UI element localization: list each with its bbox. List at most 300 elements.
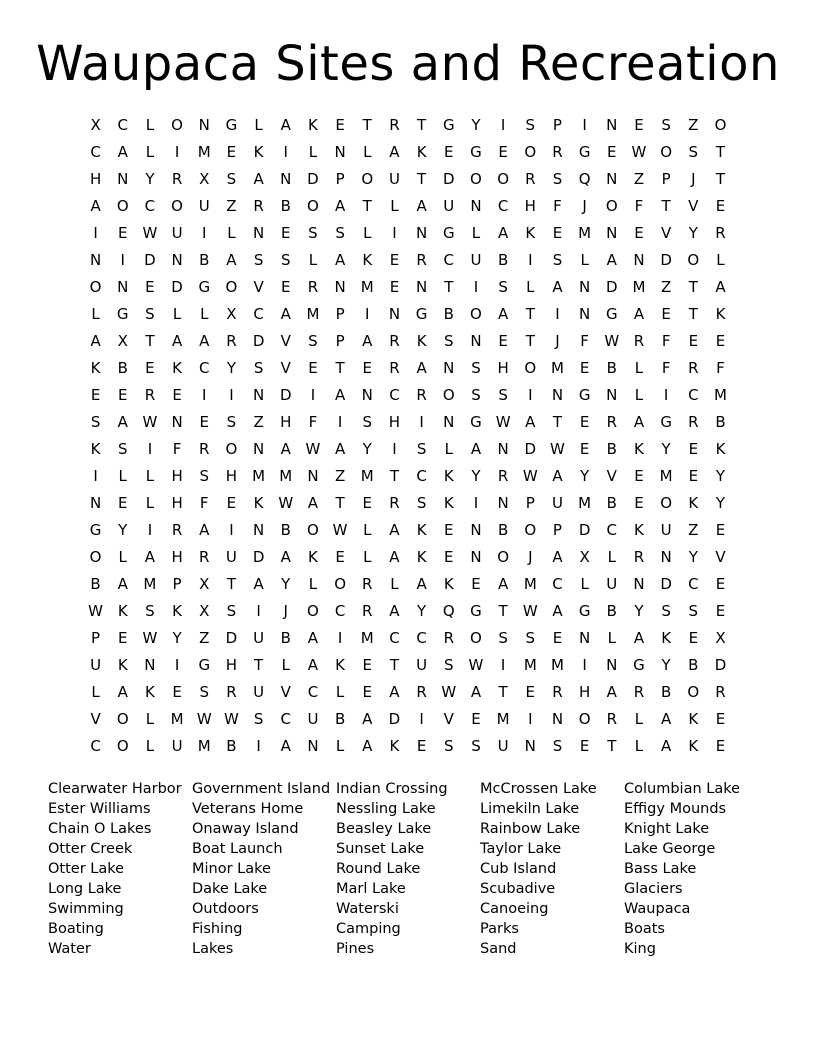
grid-letter: T xyxy=(444,278,454,296)
grid-row xyxy=(82,598,734,625)
grid-letter: S xyxy=(253,359,264,377)
grid-letter: H xyxy=(89,170,102,188)
grid-letter: P xyxy=(335,332,345,350)
grid-letter: J xyxy=(582,197,587,215)
grid-letter: H xyxy=(171,467,183,485)
grid-letter: M xyxy=(523,575,537,593)
grid-letter: I xyxy=(473,494,479,512)
grid-letter: A xyxy=(552,548,563,566)
grid-letter: M xyxy=(197,143,211,161)
grid-letter: U xyxy=(171,224,183,242)
word-list-item: Boating xyxy=(48,921,104,937)
grid-letter: Y xyxy=(661,656,671,674)
grid-letter: O xyxy=(524,359,537,377)
grid-letter: N xyxy=(497,440,509,458)
grid-letter: H xyxy=(497,359,509,377)
grid-row xyxy=(82,409,734,436)
grid-letter: B xyxy=(226,737,237,755)
grid-letter: E xyxy=(226,143,237,161)
grid-letter: S xyxy=(552,737,563,755)
grid-letter: A xyxy=(253,575,264,593)
grid-letter: P xyxy=(172,575,182,593)
word-list-item: Outdoors xyxy=(192,901,259,917)
grid-letter: Y xyxy=(471,116,481,134)
grid-letter: M xyxy=(578,494,592,512)
grid-letter: K xyxy=(443,467,454,485)
grid-letter: E xyxy=(715,332,726,350)
grid-letter: Y xyxy=(580,467,590,485)
grid-letter: T xyxy=(661,197,671,215)
grid-letter: K xyxy=(715,305,726,323)
grid-letter: L xyxy=(172,305,182,323)
grid-letter: F xyxy=(661,332,671,350)
grid-letter: L xyxy=(363,548,372,566)
grid-letter: T xyxy=(715,170,726,188)
grid-letter: A xyxy=(661,710,672,728)
grid-letter: G xyxy=(470,143,482,161)
grid-letter: X xyxy=(715,629,726,647)
grid-letter: D xyxy=(252,332,265,350)
grid-letter: K xyxy=(90,359,101,377)
grid-letter: L xyxy=(145,143,155,161)
grid-letter: O xyxy=(524,143,537,161)
grid-letter: A xyxy=(144,548,156,566)
grid-letter: S xyxy=(471,386,481,404)
word-list-item: Knight Lake xyxy=(624,821,710,837)
grid-letter: G xyxy=(198,656,211,674)
grid-letter: E xyxy=(688,629,699,647)
grid-letter: Z xyxy=(688,521,699,539)
grid-letter: P xyxy=(335,305,345,323)
grid-letter: A xyxy=(280,548,291,566)
word-list-column xyxy=(336,779,480,959)
grid-letter: N xyxy=(171,413,183,431)
grid-letter: R xyxy=(171,521,183,539)
grid-letter: S xyxy=(253,251,264,269)
grid-letter: Z xyxy=(661,278,672,296)
grid-letter: V xyxy=(606,467,617,485)
grid-letter: U xyxy=(443,197,455,215)
grid-letter: X xyxy=(117,332,128,350)
grid-letter: R xyxy=(389,332,400,350)
grid-letter: M xyxy=(252,467,266,485)
grid-letter: N xyxy=(443,413,455,431)
grid-letter: N xyxy=(252,521,265,539)
grid-letter: W xyxy=(631,143,647,161)
word-list-item: Water xyxy=(48,941,91,957)
grid-letter: T xyxy=(552,413,563,431)
grid-letter: I xyxy=(174,143,180,161)
grid-letter: N xyxy=(497,494,509,512)
grid-letter: A xyxy=(497,305,509,323)
grid-letter: L xyxy=(607,629,616,647)
grid-letter: A xyxy=(416,575,427,593)
word-list-item: Scubadive xyxy=(480,881,556,897)
grid-letter: N xyxy=(144,656,156,674)
grid-letter: B xyxy=(606,602,617,620)
grid-letter: G xyxy=(225,116,238,134)
grid-letter: M xyxy=(632,278,646,296)
grid-letter: K xyxy=(688,494,699,512)
grid-letter: N xyxy=(252,386,265,404)
grid-letter: T xyxy=(389,656,400,674)
grid-letter: M xyxy=(550,359,564,377)
grid-letter: O xyxy=(171,116,183,134)
grid-letter: M xyxy=(170,710,184,728)
grid-letter: N xyxy=(606,116,618,134)
grid-letter: K xyxy=(661,629,672,647)
grid-letter: B xyxy=(443,305,454,323)
grid-letter: F xyxy=(308,413,318,431)
grid-letter: Y xyxy=(145,170,155,188)
grid-letter: K xyxy=(416,548,427,566)
grid-letter: S xyxy=(444,737,454,755)
grid-letter: W xyxy=(468,656,484,674)
grid-row xyxy=(82,652,734,679)
grid-letter: R xyxy=(606,413,618,431)
grid-letter: K xyxy=(525,224,536,242)
grid-letter: G xyxy=(578,143,591,161)
grid-letter: A xyxy=(171,332,183,350)
grid-letter: G xyxy=(578,386,591,404)
grid-letter: R xyxy=(307,278,319,296)
grid-letter: K xyxy=(253,143,264,161)
grid-letter: H xyxy=(524,197,536,215)
grid-letter: I xyxy=(528,710,533,728)
grid-letter: X xyxy=(226,305,237,323)
grid-letter: I xyxy=(93,467,98,485)
grid-letter: R xyxy=(416,251,427,269)
grid-letter: N xyxy=(307,467,319,485)
grid-letter: N xyxy=(252,440,265,458)
grid-letter: A xyxy=(307,656,319,674)
grid-letter: N xyxy=(415,224,428,242)
grid-letter: P xyxy=(335,170,345,188)
grid-letter: M xyxy=(523,656,537,674)
grid-letter: Q xyxy=(442,602,455,620)
grid-letter: X xyxy=(199,602,210,620)
grid-row xyxy=(82,679,734,706)
grid-letter: N xyxy=(551,386,564,404)
grid-letter: A xyxy=(633,629,645,647)
grid-letter: S xyxy=(199,467,210,485)
grid-letter: E xyxy=(308,359,318,377)
grid-letter: E xyxy=(362,494,372,512)
grid-letter: T xyxy=(688,278,698,296)
grid-letter: S xyxy=(688,143,699,161)
grid-letter: I xyxy=(93,224,98,242)
grid-letter: G xyxy=(442,224,455,242)
grid-letter: W xyxy=(142,413,158,431)
grid-letter: F xyxy=(553,197,562,215)
grid-letter: A xyxy=(307,629,319,647)
grid-letter: A xyxy=(661,737,672,755)
grid-letter: R xyxy=(362,602,373,620)
grid-letter: A xyxy=(470,683,482,701)
grid-letter: L xyxy=(390,575,399,593)
grid-letter: L xyxy=(634,359,644,377)
grid-letter: L xyxy=(145,467,155,485)
word-list-item: Otter Lake xyxy=(48,861,125,877)
grid-letter: H xyxy=(171,494,183,512)
grid-letter: L xyxy=(335,737,345,755)
grid-letter: I xyxy=(582,656,587,674)
grid-letter: L xyxy=(716,251,725,269)
grid-letter: T xyxy=(335,359,345,377)
grid-letter: V xyxy=(90,710,101,728)
grid-letter: D xyxy=(388,710,401,728)
grid-letter: K xyxy=(389,737,400,755)
grid-letter: S xyxy=(444,332,454,350)
grid-letter: E xyxy=(498,332,508,350)
grid-letter: T xyxy=(417,170,427,188)
grid-letter: I xyxy=(473,278,479,296)
grid-letter: D xyxy=(144,251,156,269)
grid-letter: I xyxy=(229,386,234,404)
grid-letter: G xyxy=(442,116,455,134)
word-list-item: Parks xyxy=(480,921,519,937)
grid-letter: P xyxy=(525,494,535,512)
word-list-item: Ester Williams xyxy=(48,801,151,817)
grid-letter: S xyxy=(661,602,671,620)
grid-letter: O xyxy=(225,440,238,458)
grid-letter: M xyxy=(360,467,374,485)
grid-letter: I xyxy=(256,602,261,620)
grid-letter: W xyxy=(278,494,294,512)
grid-letter: W xyxy=(522,602,538,620)
grid-letter: S xyxy=(226,170,237,188)
grid-letter: C xyxy=(90,737,101,755)
grid-letter: N xyxy=(280,170,292,188)
grid-letter: L xyxy=(145,710,155,728)
grid-letter: F xyxy=(172,440,182,458)
grid-letter: N xyxy=(334,278,346,296)
word-list-item: Sunset Lake xyxy=(336,841,425,857)
grid-letter: I xyxy=(392,224,397,242)
grid-letter: W xyxy=(522,467,538,485)
grid-letter: R xyxy=(688,413,699,431)
grid-letter: I xyxy=(147,521,153,539)
grid-letter: B xyxy=(497,251,509,269)
grid-letter: L xyxy=(145,116,155,134)
grid-letter: C xyxy=(416,467,427,485)
grid-letter: E xyxy=(362,359,372,377)
grid-letter: N xyxy=(89,494,102,512)
grid-letter: C xyxy=(606,521,618,539)
grid-letter: T xyxy=(254,656,264,674)
grid-letter: N xyxy=(171,251,183,269)
grid-letter: A xyxy=(334,440,346,458)
grid-letter: E xyxy=(552,629,563,647)
grid-letter: A xyxy=(552,602,563,620)
grid-letter: S xyxy=(552,170,563,188)
grid-letter: U xyxy=(388,170,400,188)
grid-letter: B xyxy=(117,359,128,377)
grid-letter: Y xyxy=(688,548,698,566)
grid-letter: S xyxy=(199,683,210,701)
grid-letter: R xyxy=(443,629,454,647)
word-list-item: Minor Lake xyxy=(192,861,271,877)
grid-letter: S xyxy=(444,656,454,674)
word-list-column xyxy=(192,779,336,959)
grid-letter: N xyxy=(307,737,319,755)
grid-letter: O xyxy=(470,305,482,323)
grid-letter: E xyxy=(579,359,590,377)
grid-letter: U xyxy=(171,737,183,755)
grid-letter: R xyxy=(633,332,645,350)
grid-letter: I xyxy=(555,305,560,323)
grid-letter: L xyxy=(91,683,100,701)
grid-letter: Y xyxy=(715,467,726,485)
grid-letter: A xyxy=(633,413,645,431)
grid-letter: E xyxy=(117,224,128,242)
word-list-item: Rainbow Lake xyxy=(480,821,581,837)
grid-letter: O xyxy=(334,575,346,593)
grid-letter: N xyxy=(117,170,129,188)
grid-letter: S xyxy=(362,413,373,431)
grid-letter: O xyxy=(470,170,482,188)
word-list-item: Nessling Lake xyxy=(336,801,436,817)
word-list-item: Indian Crossing xyxy=(336,781,448,797)
word-list-item: Long Lake xyxy=(48,881,122,897)
grid-letter: U xyxy=(198,197,210,215)
grid-letter: R xyxy=(199,548,210,566)
grid-letter: D xyxy=(252,548,265,566)
grid-letter: K xyxy=(443,575,454,593)
grid-letter: P xyxy=(552,116,562,134)
grid-letter: N xyxy=(606,224,618,242)
grid-letter: L xyxy=(580,251,589,269)
word-list-item: Swimming xyxy=(48,901,124,917)
grid-row xyxy=(82,544,734,571)
grid-letter: L xyxy=(254,116,263,134)
grid-letter: A xyxy=(389,548,400,566)
grid-letter: E xyxy=(90,386,101,404)
grid-letter: R xyxy=(715,224,726,242)
grid-letter: S xyxy=(145,602,155,620)
grid-letter: I xyxy=(419,413,424,431)
grid-letter: L xyxy=(634,386,644,404)
word-list-item: Lake George xyxy=(624,841,716,857)
grid-letter: T xyxy=(525,305,535,323)
grid-letter: A xyxy=(307,494,319,512)
grid-letter: I xyxy=(500,116,506,134)
grid-letter: Y xyxy=(688,224,698,242)
grid-letter: V xyxy=(253,278,264,296)
grid-letter: T xyxy=(607,737,617,755)
grid-letter: T xyxy=(688,305,698,323)
grid-letter: M xyxy=(306,305,320,323)
grid-letter: D xyxy=(578,521,591,539)
grid-letter: Y xyxy=(226,359,236,377)
grid-letter: H xyxy=(578,683,591,701)
grid-letter: Z xyxy=(226,197,237,215)
grid-row xyxy=(82,220,734,247)
grid-letter: R xyxy=(606,710,618,728)
grid-letter: M xyxy=(360,278,374,296)
grid-letter: F xyxy=(634,197,644,215)
grid-letter: A xyxy=(117,143,128,161)
word-list-item: Marl Lake xyxy=(336,881,406,897)
grid-letter: K xyxy=(688,737,699,755)
word-list-item: McCrossen Lake xyxy=(480,781,597,797)
grid-letter: Y xyxy=(417,602,427,620)
grid-letter: A xyxy=(117,575,128,593)
grid-letter: I xyxy=(582,116,587,134)
grid-letter: C xyxy=(199,359,210,377)
grid-letter: W xyxy=(305,440,321,458)
grid-letter: M xyxy=(714,386,727,404)
grid-letter: J xyxy=(528,548,533,566)
grid-letter: P xyxy=(661,170,671,188)
grid-letter: K xyxy=(308,548,318,566)
grid-letter: E xyxy=(715,197,726,215)
grid-letter: N xyxy=(606,656,618,674)
grid-letter: K xyxy=(144,683,155,701)
grid-letter: O xyxy=(116,197,129,215)
grid-letter: C xyxy=(416,629,427,647)
grid-letter: E xyxy=(362,656,372,674)
grid-letter: Y xyxy=(281,575,291,593)
grid-letter: I xyxy=(202,386,207,404)
grid-letter: C xyxy=(253,305,264,323)
word-list-item: King xyxy=(624,941,656,957)
grid-letter: C xyxy=(144,197,156,215)
grid-row xyxy=(82,571,734,598)
grid-letter: T xyxy=(362,197,372,215)
grid-letter: E xyxy=(634,494,644,512)
grid-letter: A xyxy=(416,197,427,215)
grid-letter: T xyxy=(715,143,726,161)
grid-letter: M xyxy=(143,575,157,593)
grid-letter: H xyxy=(225,467,238,485)
grid-letter: C xyxy=(334,602,346,620)
grid-letter: S xyxy=(416,440,427,458)
grid-letter: L xyxy=(634,710,644,728)
grid-letter: K xyxy=(715,440,726,458)
grid-letter: K xyxy=(634,440,644,458)
grid-letter: L xyxy=(471,224,481,242)
grid-letter: E xyxy=(715,737,726,755)
grid-letter: K xyxy=(416,332,427,350)
grid-letter: C xyxy=(688,575,699,593)
grid-letter: T xyxy=(389,467,400,485)
grid-letter: J xyxy=(691,170,696,188)
grid-letter: B xyxy=(280,521,291,539)
grid-letter: L xyxy=(390,197,399,215)
grid-letter: L xyxy=(363,224,372,242)
grid-letter: N xyxy=(252,224,265,242)
grid-letter: O xyxy=(470,629,482,647)
page-title: Waupaca Sites and Recreation xyxy=(36,36,780,92)
grid-letter: A xyxy=(416,359,427,377)
grid-letter: S xyxy=(498,629,508,647)
grid-letter: M xyxy=(496,710,510,728)
grid-letter: D xyxy=(714,656,727,674)
grid-row xyxy=(82,247,734,274)
grid-letter: U xyxy=(225,548,237,566)
word-list-item: Beasley Lake xyxy=(336,821,432,837)
grid-letter: N xyxy=(198,116,210,134)
grid-letter: E xyxy=(335,116,345,134)
grid-letter: D xyxy=(279,386,292,404)
grid-letter: E xyxy=(471,710,481,728)
grid-letter: O xyxy=(116,737,129,755)
grid-letter: O xyxy=(687,251,700,269)
grid-letter: R xyxy=(552,143,563,161)
word-list-column xyxy=(624,779,768,959)
word-list-item: Government Island xyxy=(192,781,331,797)
